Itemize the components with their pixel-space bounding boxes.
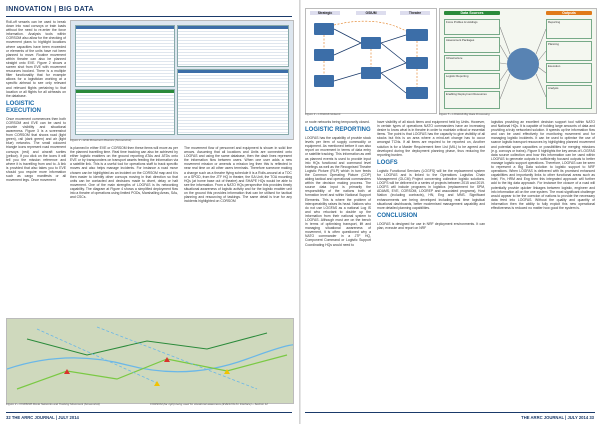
figure-2-screenshot (70, 20, 294, 140)
figure-5-diagram (439, 8, 597, 114)
tracking-paragraph: is planned in either EVE or CORSOM then these items will move as per the planned travelling time. Real time tracking can also be achieved by either logistic enablers on the ground reporting ATAs and ATDs onto EVE or by transponders on transport assets feeding the information via a satellite link. This is a useful tool for operations staff to track specific moves and also helps manage incidents. For instance a road move chosen can be highlighted as an incident on the CORSOM map and it is then easier to identify other convoys moving in that direction so that units can be contacted and decisions made to divert, delay or halt movement. One of the main strengths of LOGFAS is its networking capability. The diagram at Figure 4 shows a simplified deployment flow into a theatre of operations using limited PODs, Marshalling Areas, SAs, and CSCs. (70, 146, 178, 200)
heading-logistic-reporting: LOGISTIC REPORTING (305, 127, 371, 134)
figure-5-caption: Figure 5 – LOGFAS Big Data Processing (439, 113, 490, 116)
corsom-route-network (7, 319, 293, 403)
figure-4-diagram (305, 8, 437, 114)
visibility-paragraph: have visibility of all stock items and equipment held by Units. However, in certain types of operations NATO commanders have an increasing desire to know what is in theatre in order to maintain critical or essential items. The point is that LOGFAS has the capacity to give visibility of all stocks but this is an area where a mind-set change has to occur amongst TCNs. If all items are required to be reported on, Another solution is for a Master Requirement Item List (MIL) to be agreed and developed during the deployment planning phase, thus reducing the reporting burden. (377, 120, 485, 157)
right-footer: THE ARRC JOURNAL | JULY 2014 33 (521, 415, 594, 420)
conclusion-continued-paragraph: logistics providing an excellent decision support tool within NATO and National HQs. It is capable of holding large amounts of data and providing a truly networked solution. It speeds up the information flow and can be used effectively for monitoring movement and for managing logistic incidents. It can be used to optimise the use of scarce logistic transport resources by highlighting planned movement and potential spare capacities or possibilities for merging missions (e.g. convoys or trains). Figure 5 highlights the key areas of LOGFAS data source collection and how this information can be used within LOGFAS to generate outputs in sufficiently focused outputs to better manage logistic support operations. Therefore, LOGFAS can be seen to represent a Big Data solution to logistic support to NRF operations. When LOGFAS is delivered with its promised enhanced capabilities and importantly links to other functional areas such as Intel, Fin, HRM and Eng then this integrated approach will further add to the big data approach. For instance the closure of a road will potentially provide quicker linkages between logistic, engineer and info information all on the one system. The most significant challenge would appear to be the coercion of nations to provide the necessary data feed into LOGFAS. Without the quality and quantity of information then the ability to fully exploit this new operational effectiveness is reduced no matter how good the system is. (491, 120, 595, 210)
section-tag: INNOVATION | BIG DATA (6, 6, 94, 13)
left-column-2 (70, 146, 178, 316)
figure-2-window-lower (75, 89, 175, 135)
intro-paragraph: Roll-off vessels can be used to break down into road convoys or train loads without the need to re-enter the force information. Analysis tools within CORSOM also allow for the checking of movement plans to highlight locations where capacities have been exceeded or elements of the units have not been planned to move. Routine movement within theatre can also be planned straight onto EVE. Figure 2 shows a screen shot from EVE with movement resources booked. There is a multiple filter functionality that for example allows for a logistician working at a specific airhead to see only relevant and relevant flights pertaining to that location or all flights for all airheads on the database. (6, 20, 66, 98)
conclusion-paragraph: LOGFAS is designed for use in NRF deployment environments. It can plan, execute and report on NRF (377, 221, 485, 230)
strategic-label: Strategic (310, 11, 340, 15)
flow-paragraph: The movement flow of personnel and equipment is shown in solid line arrows. Assuming that all locations and Units are connected onto LOGFAS and using the same database, then the dash lines represent the information flow between users. When one user adds a new movement mission or amends a mission leg then this is reflected in near real time on all other users terminals. Therefore someone making a change such as a theatre flying schedule it is a Rolls-around at a TOC or a SPOD, from the JTF HQ in theatre, the SA Unit, the TOA mounting HQs (at home base out of theatre) and SHAPE HQs would be able to see the information. From a NATO HQs perspective this provides timely situational awareness of logistic activity and for the logistic enabler unit on the ground this provides information that can be utilised for tactical planning and resourcing of taskings. The same detail is true for any incidents highlighted on CORSOM (184, 146, 292, 204)
logfs-paragraph: Logistic Functional Services (LOGFS) will be the replacement system for LOGFAS and is linked to the Operations Logistics Chain Management (OLCM) Project concerning collective logistic solutions. LOGFS will be delivered in a series of projects between 2015 and 2019. LOGFS will include programs in logistics (replacement for SPM, ADAMS, EVE, CORSOM, LOGREP and associated programs), Host Nation (including contracts), HN, Eng and MNS. Significant enhancements are being developed including real time logistical situational dashboards, better modernised management capability and more detailed planning capabilities. (377, 168, 485, 210)
theatre-label: Theatre (400, 11, 430, 15)
figure-3-caption-secondary: CORSOM (far right) being used for situational awareness (EVE/LOG for Interface) – Section 12 (150, 403, 268, 406)
figure-2-caption: Figure 2 – EVE Movement Missions (Screenshot) (70, 139, 132, 142)
left-column-3 (184, 146, 292, 316)
heading-logfs: LOGFS (377, 159, 398, 166)
right-column-3 (491, 120, 595, 410)
right-page (301, 0, 600, 424)
execution-paragraph: Once movement commences then both CORSOM and EVE can be used to provide visibility and situational awareness. Figure 3 is a screenshot from CORSOM that shows road (light green), rail (dark green) and air (light blue) networks. The small coloured triangle icons represent road movement convoys (red) and aircraft sorties (yellow). If you click on the icons it will tell you the mission reference and where it is travelling from and to. A link is provided that also takes you to EVE should you require more information such as cargo manifests or all movement legs. Once movement (6, 116, 66, 183)
data-sources-title: Data Sources (444, 11, 500, 15)
heading-logistic-execution: LOGISTIC EXECUTION (6, 100, 42, 114)
source-enabling-resources: Enabling Deployment Resources (444, 91, 500, 109)
footer-rule (6, 412, 292, 413)
source-infrastructure: Infrastructure (444, 55, 500, 71)
figure-3-caption: Figure 3 – CORSOM Route Networks and Tracking Movement (Screenshot) (6, 403, 100, 406)
source-assessment-packages: Assessment Packages (444, 37, 500, 53)
section-rule (6, 16, 292, 17)
closure-paragraph: or route networks being temporarily closed. (305, 120, 370, 124)
logfas-network-diagram (306, 9, 436, 113)
figure-2-window-left (75, 25, 175, 87)
output-planning: Planning (546, 41, 592, 61)
output-execution: Execution (546, 63, 592, 83)
figure-3-map (6, 318, 294, 404)
osium-label: OSIUM (356, 11, 386, 15)
left-page (0, 0, 299, 424)
figure-4-caption: Figure 4 – LOGFAS Network (305, 113, 341, 116)
footer-rule (305, 412, 595, 413)
left-footer: 32 THE ARRC JOURNAL | JULY 2014 (6, 415, 79, 420)
outputs-title: Outputs (546, 11, 592, 15)
source-force-profiles: Force Profiles & Holdings (444, 19, 500, 35)
heading-conclusion: CONCLUSION (377, 212, 418, 219)
output-analysis: Analysis (546, 85, 592, 109)
output-reporting: Reporting (546, 19, 592, 39)
figure-2-window-top (177, 25, 289, 67)
source-logistic-reporting: Logistic Reporting (444, 73, 500, 89)
right-column-1 (305, 120, 371, 410)
right-column-2 (377, 120, 485, 410)
figure-2-window-bottom (177, 69, 289, 135)
reporting-paragraph: LOGFAS has the capability of provide stock levels per item of supply commodity or equipment. As mentioned before it can also report on movement in terms of data entry or satellite tracking. This information as well as planned events is used to provide input into HQs functional and command level briefings as well as the Recognised Theatre Logistic Picture (RLP) which in turn feeds the Common Operating Picture (COP) aiding tactical and operational commanders within the decision making process. The source data input is primarily the responsibility of the nations both at formation level and within National Support Elements. This is where the problem of interoperability raises its head. Nations who do not use LOGFAS as a national Log IS and who reluctant to double up the information from their national system to LOGFAS. Although most are on the bench in terms of optimising transport, lift and managing situational awareness of movement, it is often questioned why a NATO commander in a JTF HQ, Component Command or Logistic Support Coordinating HQs would need to (305, 136, 371, 247)
